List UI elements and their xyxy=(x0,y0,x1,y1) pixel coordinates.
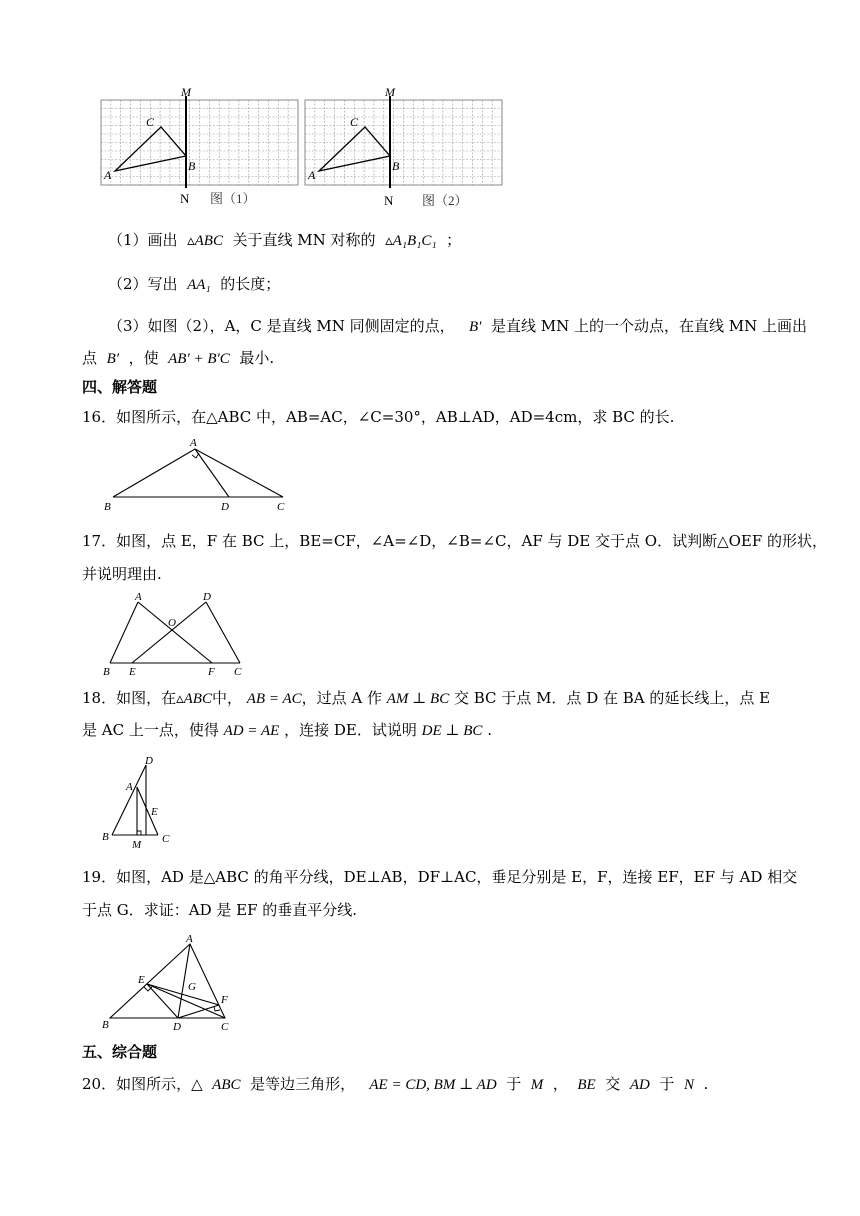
label-c: C xyxy=(350,115,359,129)
label-a: A xyxy=(190,437,197,449)
label-o: O xyxy=(168,617,176,629)
label-c: C xyxy=(146,115,155,129)
label-c: C xyxy=(162,833,170,845)
label-m: M xyxy=(132,839,142,851)
label-a: A xyxy=(308,168,316,182)
label-b: B xyxy=(188,159,196,173)
q15-part4: 点 B′ ，使 AB′ + B′C 最小. xyxy=(82,349,275,367)
q19-figure xyxy=(100,930,240,1036)
figure-caption: 图（2） xyxy=(422,193,468,208)
label-b: B xyxy=(102,1019,109,1031)
label-n: N xyxy=(180,191,190,206)
label-d: D xyxy=(221,501,229,513)
section-heading: 五、综合题 xyxy=(82,1043,158,1061)
label-e: E xyxy=(151,806,158,818)
label-c: C xyxy=(234,666,242,678)
q17-line1: 17．如图，点 E，F 在 BC 上，BE=CF，∠A=∠D，∠B=∠C，AF 与 DE 交于点 O．试判断△OEF 的形状， xyxy=(82,532,828,550)
q16-text: 16．如图所示，在△ABC 中，AB=AC，∠C=30°，AB⊥AD，AD=4cm，求 BC 的长. xyxy=(82,408,675,426)
label-d: D xyxy=(173,1021,181,1033)
section-heading: 四、解答题 xyxy=(82,378,158,396)
label-m: M xyxy=(181,85,191,99)
label-c: C xyxy=(277,501,285,513)
label-b: B xyxy=(102,831,109,843)
label-m: M xyxy=(385,85,395,99)
q20-text: 20．如图所示，△ ABC 是等边三角形， AE = CD, BM ⊥ AD 于 M ， BE 交 AD 于 N . xyxy=(82,1075,709,1093)
label-e: E xyxy=(129,666,136,678)
label-a: A xyxy=(135,591,142,603)
label-d: D xyxy=(145,755,153,767)
label-b: B xyxy=(103,666,110,678)
q17-line2: 并说明理由. xyxy=(82,565,162,583)
grid-figure-1 xyxy=(100,84,300,210)
label-a: A xyxy=(126,781,133,793)
q18-line1: 18．如图，在▵ABC中， AB = AC，过点 A 作 AM ⊥ BC 交 BC 于点 M．点 D 在 BA 的延长线上，点 E xyxy=(82,689,771,707)
label-e: E xyxy=(138,974,145,986)
q19-line2: 于点 G．求证：AD 是 EF 的垂直平分线. xyxy=(82,901,358,919)
q16-figure xyxy=(100,434,300,514)
q18-line2: 是 AC 上一点，使得 AD = AE ，连接 DE．试说明 DE ⊥ BC . xyxy=(82,721,492,739)
grid-figure-2 xyxy=(304,84,504,212)
label-a: A xyxy=(104,168,112,182)
label-d: D xyxy=(203,591,211,603)
q17-figure xyxy=(100,588,250,678)
q18-figure xyxy=(100,752,180,852)
label-n: N xyxy=(384,193,394,208)
label-f: F xyxy=(208,666,215,678)
label-b: B xyxy=(392,159,400,173)
label-b: B xyxy=(104,501,111,513)
label-c: C xyxy=(221,1021,229,1033)
q19-line1: 19．如图，AD 是△ABC 的角平分线，DE⊥AB，DF⊥AC，垂足分别是 E，F，连接 EF，EF 与 AD 相交 xyxy=(82,868,798,886)
label-g: G xyxy=(188,981,196,993)
label-a: A xyxy=(186,933,193,945)
q15-part3: （3）如图（2），A，C 是直线 MN 同侧固定的点， B′ 是直线 MN 上的一个动点，在直线 MN 上画出 xyxy=(108,317,808,335)
q15-part2: （2）写出 AA₁ 的长度； xyxy=(108,275,281,293)
label-f: F xyxy=(221,994,228,1006)
figure-caption: 图（1） xyxy=(210,191,256,206)
q15-part1: （1）画出 ▵ABC 关于直线 MN 对称的 ▵A₁B₁C₁ ； xyxy=(108,231,462,249)
